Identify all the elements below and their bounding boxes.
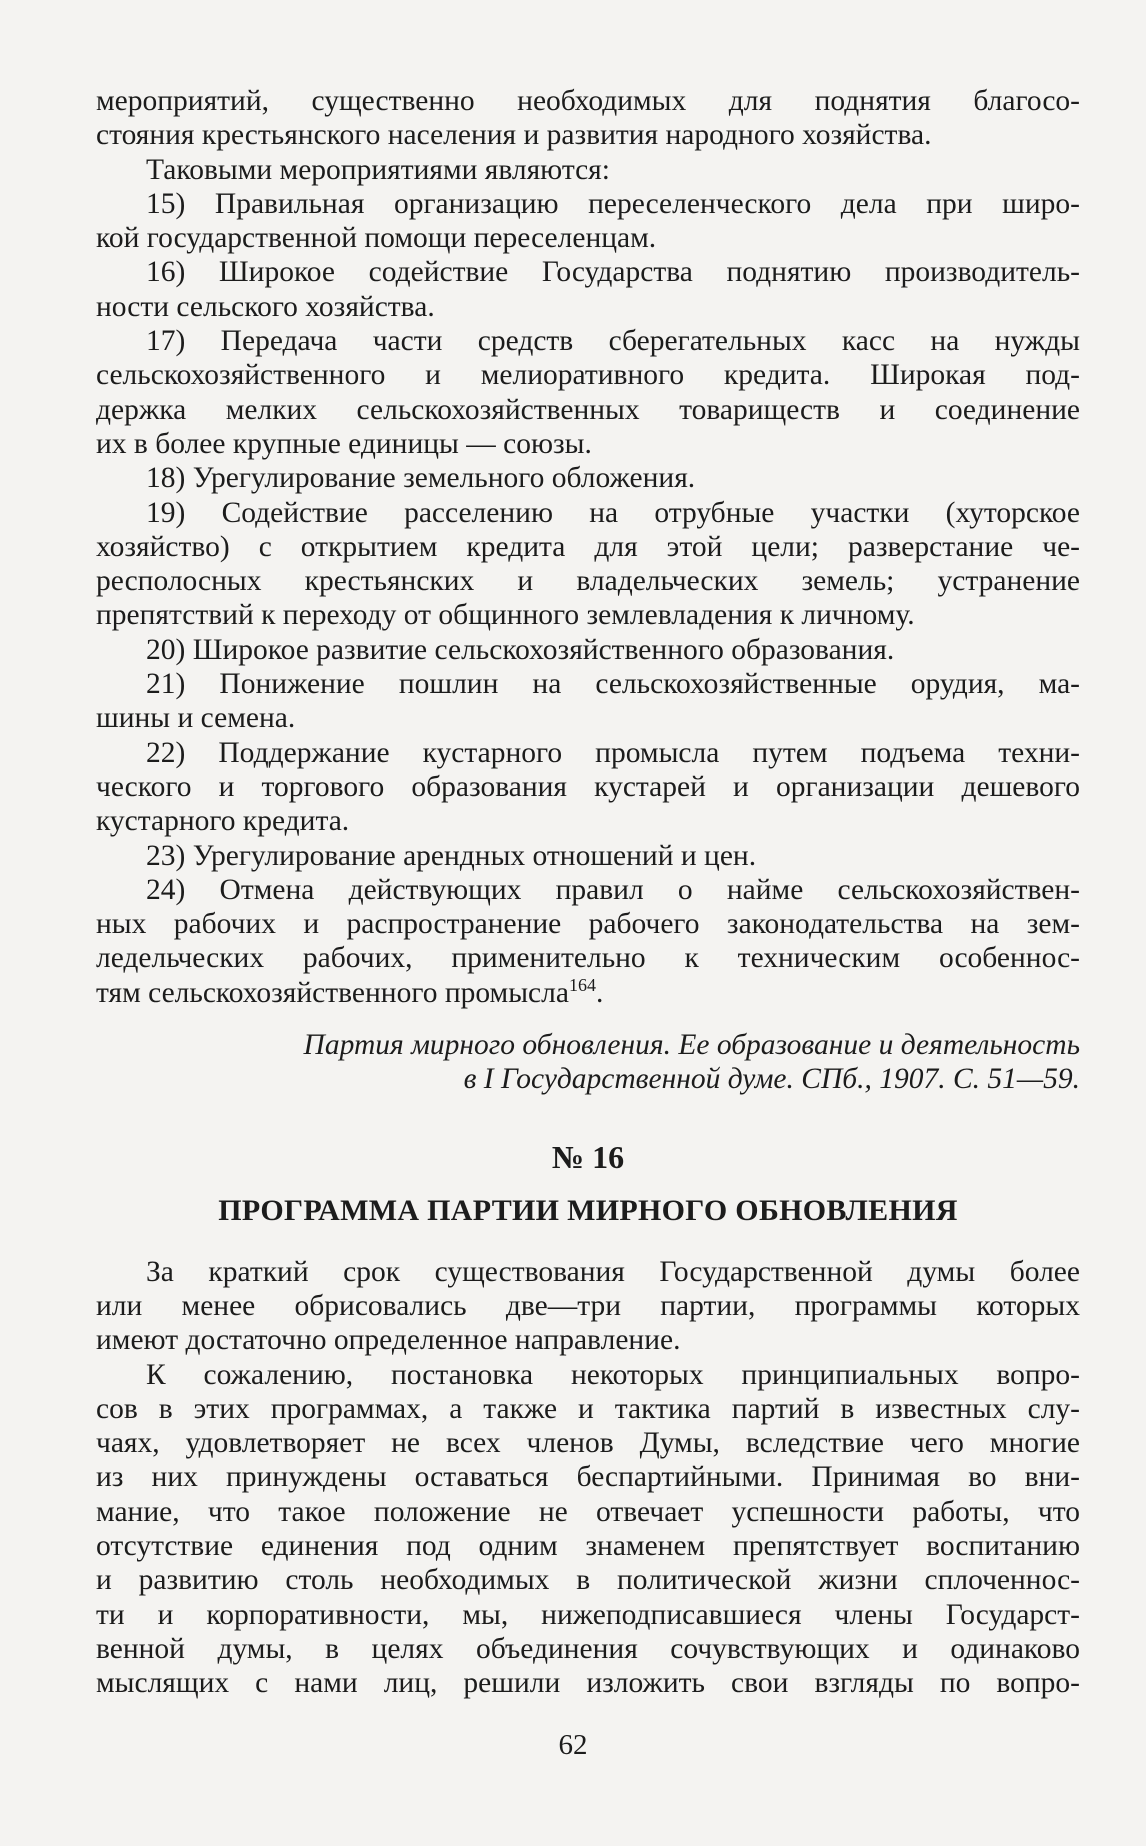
citation-line: Партия мирного обновления. Ее образование и деятельность: [303, 1029, 1080, 1062]
citation: [96, 1028, 1080, 1097]
text-line: 24) Отмена действующих правил о найме сельскохозяйствен-: [146, 873, 1080, 906]
text-line: 23) Урегулирование арендных отношений и цен.: [146, 839, 757, 872]
text-line: венной думы, в целях объединения сочувствующих и одинаково: [96, 1632, 1080, 1665]
text-line: отсутствие единения под одним знаменем препятствует воспитанию: [96, 1529, 1080, 1562]
text-line: К сожалению, постановка некоторых принципиальных вопро-: [146, 1358, 1080, 1391]
text-line: имеют достаточно определенное направление.: [96, 1324, 681, 1357]
text-line: сов в этих программах, а также и тактика партий в известных слу-: [96, 1392, 1080, 1425]
text-line: ческого и торгового образования кустарей и организации дешевого: [96, 770, 1080, 803]
text-line: мыслящих с нами лиц, решили изложить свои взгляды по вопро-: [96, 1667, 1080, 1700]
text-line: 15) Правильная организацию переселенческого дела при широ-: [146, 187, 1080, 220]
footnote-line-text: тям сельскохозяйственного промысла: [96, 976, 569, 1009]
text-line: 19) Содействие расселению на отрубные участки (хуторское: [146, 496, 1080, 529]
text-line: 21) Понижение пошлин на сельскохозяйственные орудия, ма-: [146, 668, 1080, 701]
footnote-ref[interactable]: 164: [568, 974, 596, 995]
text-line: из них принуждены оставаться беспартийными. Принимая во вни-: [96, 1461, 1080, 1494]
document-heading: ПРОГРАММА ПАРТИИ МИРНОГО ОБНОВЛЕНИЯ: [218, 1193, 958, 1227]
citation-line: в I Государственной думе. СПб., 1907. С. 51—59.: [463, 1063, 1080, 1096]
text-line: 18) Урегулирование земельного обложения.: [146, 462, 696, 495]
text-line: шины и семена.: [96, 702, 296, 735]
text-line: За краткий срок существования Государственной думы более: [146, 1255, 1080, 1288]
text-line: или менее обрисовались две—три партии, программы которых: [96, 1289, 1080, 1322]
text-line: сельскохозяйственного и мелиоративного кредита. Широкая под-: [96, 359, 1080, 392]
text-line: держка мелких сельскохозяйственных товариществ и соединение: [96, 393, 1080, 426]
text-line: 20) Широкое развитие сельскохозяйственного образования.: [146, 633, 895, 666]
text-line: кой государственной помощи переселенцам.: [96, 222, 657, 255]
text-line: респолосных крестьянских и владельческих земель; устранение: [96, 565, 1080, 598]
document-number: № 16: [551, 1138, 625, 1175]
text-line: ти и корпоративности, мы, нижеподписавшиеся члены Государст-: [96, 1598, 1080, 1631]
text-line: и развитию столь необходимых в политической жизни сплоченнос-: [96, 1564, 1080, 1597]
footnote-line-end: .: [595, 976, 604, 1009]
text-line: 17) Передача части средств сберегательных касс на нужды: [146, 325, 1080, 358]
text-line: ледельческих рабочих, применительно к техническим особеннос-: [96, 942, 1080, 975]
text-line: хозяйство) с открытием кредита для этой цели; разверстание че-: [96, 530, 1080, 563]
text-line: мание, что такое положение не отвечает успешности работы, что: [96, 1495, 1080, 1528]
text-line: их в более крупные единицы — союзы.: [96, 427, 592, 460]
page-number: 62: [558, 1729, 588, 1761]
text-line: кустарного кредита.: [96, 805, 350, 838]
text-line: мероприятий, существенно необходимых для поднятия благосо-: [96, 85, 1080, 117]
text-line: 16) Широкое содействие Государства поднятию производитель-: [146, 256, 1080, 289]
body-text-top: [96, 84, 1080, 976]
text-line: ности сельского хозяйства.: [96, 290, 435, 323]
page-column: [96, 84, 1080, 1700]
text-line: препятствий к переходу от общинного землевладения к личному.: [96, 599, 915, 632]
text-line: стояния крестьянского населения и развития народного хозяйства.: [96, 119, 932, 152]
text-line: чаях, удовлетворяет не всех членов Думы, вследствие чего многие: [96, 1427, 1080, 1460]
text-line: 22) Поддержание кустарного промысла путем подъема техни-: [146, 736, 1080, 769]
text-line: Таковыми мероприятиями являются:: [146, 153, 610, 186]
text-line: ных рабочих и распространение рабочего законодательства на зем-: [96, 908, 1080, 941]
body-text-bottom: [96, 1255, 1080, 1701]
footnote-line: [96, 976, 1080, 1010]
